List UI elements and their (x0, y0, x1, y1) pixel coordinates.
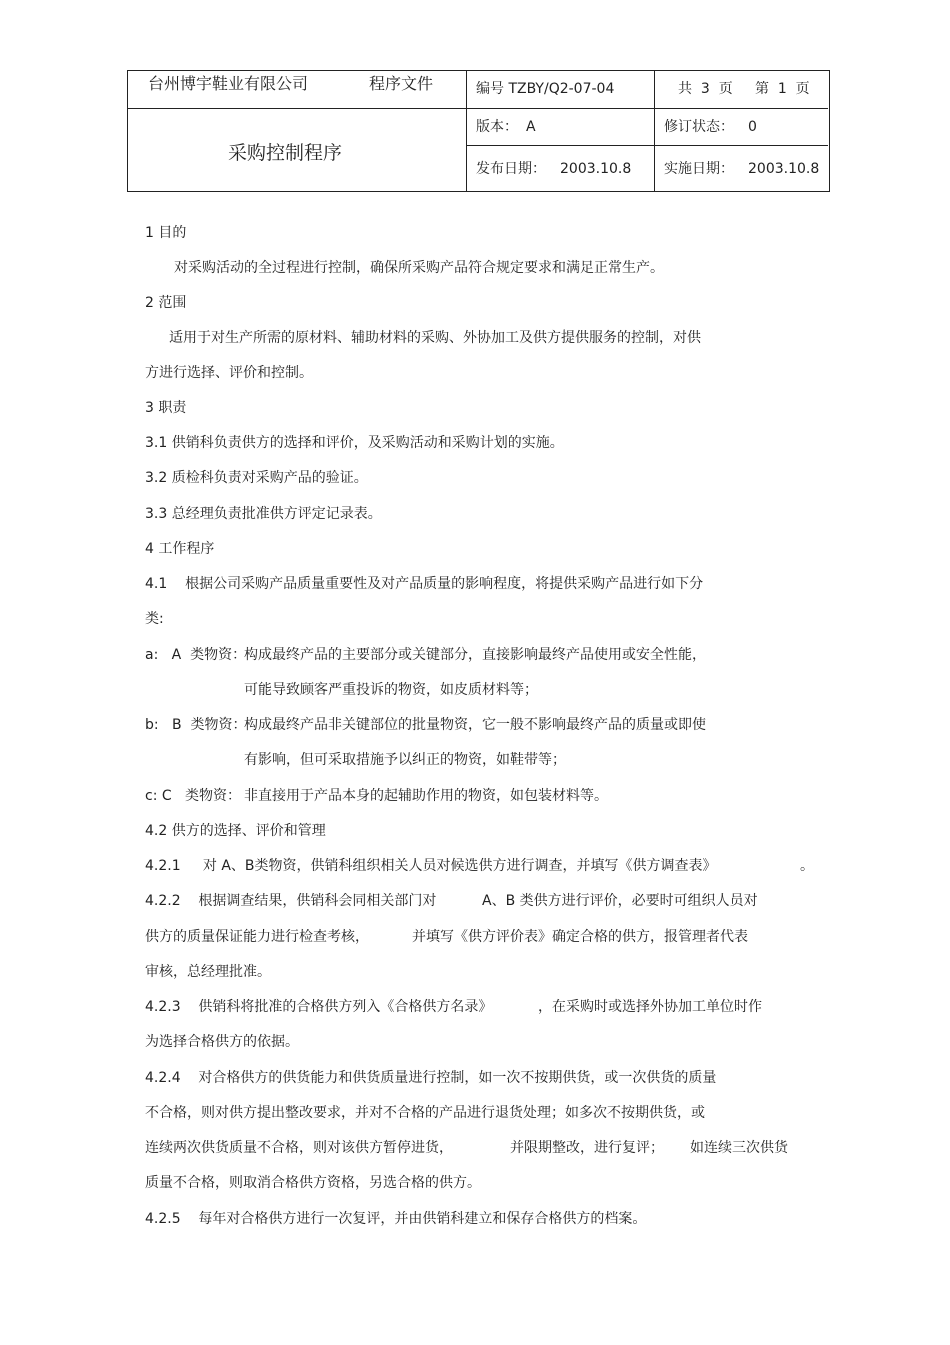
doc-number: 编号 TZBY/Q2-07-04 (476, 81, 615, 97)
section-4-2-1: 4.2.1 对 A、B类物资，供销科组织相关人员对候选供方进行调查，并填写《供方调查表》 (145, 858, 717, 874)
section-4-2: 4.2 供方的选择、评价和管理 (145, 823, 326, 839)
divider (128, 108, 828, 109)
section-2-text: 方进行选择、评价和控制。 (145, 365, 313, 381)
divider (466, 71, 467, 191)
section-4-2-4: 如连续三次供货 (690, 1140, 788, 1156)
section-4-2-2: 审核，总经理批准。 (145, 964, 271, 980)
issue-date-value: 2003.10.8 (560, 161, 632, 177)
class-a-label: a: A 类物资： (145, 647, 247, 663)
section-4-title: 4 工作程序 (145, 541, 215, 557)
revision-label: 修订状态： (664, 119, 734, 135)
section-1-title: 1 目的 (145, 225, 187, 241)
version-label: 版本： (476, 119, 518, 135)
section-4-2-3: 为选择合格供方的依据。 (145, 1034, 299, 1050)
section-4-2-2: A、B 类供方进行评价，必要时可组织人员对 (482, 893, 758, 909)
revision-value: 0 (748, 119, 757, 135)
class-a-text: 构成最终产品的主要部分或关键部分，直接影响最终产品使用或安全性能， (244, 647, 706, 663)
class-b-text: 构成最终产品非关键部位的批量物资，它一般不影响最终产品的质量或即使 (244, 717, 706, 733)
company-name: 台州博宇鞋业有限公司 (148, 74, 309, 93)
class-b-text: 有影响，但可采取措施予以纠正的物资，如鞋带等； (244, 752, 566, 768)
section-3-2: 3.2 质检科负责对采购产品的验证。 (145, 470, 368, 486)
section-4-2-5: 4.2.5 每年对合格供方进行一次复评，并由供销科建立和保存合格供方的档案。 (145, 1211, 647, 1227)
header-table (127, 70, 830, 192)
effective-date-label: 实施日期： (664, 161, 734, 177)
version-value: A (526, 119, 536, 135)
section-4-1: 类: (145, 611, 164, 627)
section-3-1: 3.1 供销科负责供方的选择和评价，及采购活动和采购计划的实施。 (145, 435, 564, 451)
section-4-2-2: 并填写《供方评价表》确定合格的供方，报管理者代表 (412, 929, 748, 945)
section-4-2-4: 连续两次供货质量不合格，则对该供方暂停进货， (145, 1140, 453, 1156)
class-a-text: 可能导致顾客严重投诉的物资，如皮质材料等； (244, 682, 538, 698)
class-c-label: c: C 类物资： (145, 788, 241, 804)
class-c-text: 非直接用于产品本身的起辅助作用的物资，如包装材料等。 (244, 788, 608, 804)
doc-type: 程序文件 (369, 74, 434, 93)
doc-title: 采购控制程序 (228, 142, 343, 164)
section-4-2-3: 4.2.3 供销科将批准的合格供方列入《合格供方名录》 (145, 999, 493, 1015)
section-1-text: 对采购活动的全过程进行控制，确保所采购产品符合规定要求和满足正常生产。 (174, 260, 664, 276)
section-4-2-4: 不合格，则对供方提出整改要求，并对不合格的产品进行退货处理；如多次不按期供货，或 (145, 1105, 705, 1121)
section-4-2-4: 4.2.4 对合格供方的供货能力和供货质量进行控制，如一次不按期供货，或一次供货的质量 (145, 1070, 717, 1086)
page-count: 共 3 页 第 1 页 (678, 81, 810, 97)
section-4-2-1-end: 。 (800, 858, 814, 874)
section-4-1: 4.1 根据公司采购产品质量重要性及对产品质量的影响程度，将提供采购产品进行如下分 (145, 576, 704, 592)
section-4-2-4: 质量不合格，则取消合格供方资格，另选合格的供方。 (145, 1175, 481, 1191)
section-4-2-2: 4.2.2 根据调查结果，供销科会同相关部门对 (145, 893, 437, 909)
section-4-2-4: 并限期整改，进行复评； (510, 1140, 664, 1156)
divider (654, 71, 655, 191)
section-4-2-3: ，在采购时或选择外协加工单位时作 (538, 999, 762, 1015)
section-2-text: 适用于对生产所需的原材料、辅助材料的采购、外协加工及供方提供服务的控制，对供 (169, 330, 701, 346)
section-4-2-2: 供方的质量保证能力进行检查考核， (145, 929, 369, 945)
effective-date-value: 2003.10.8 (748, 161, 820, 177)
divider (466, 145, 828, 146)
issue-date-label: 发布日期： (476, 161, 546, 177)
section-3-title: 3 职责 (145, 400, 187, 416)
section-2-title: 2 范围 (145, 295, 187, 311)
section-3-3: 3.3 总经理负责批准供方评定记录表。 (145, 506, 382, 522)
class-b-label: b: B 类物资： (145, 717, 247, 733)
